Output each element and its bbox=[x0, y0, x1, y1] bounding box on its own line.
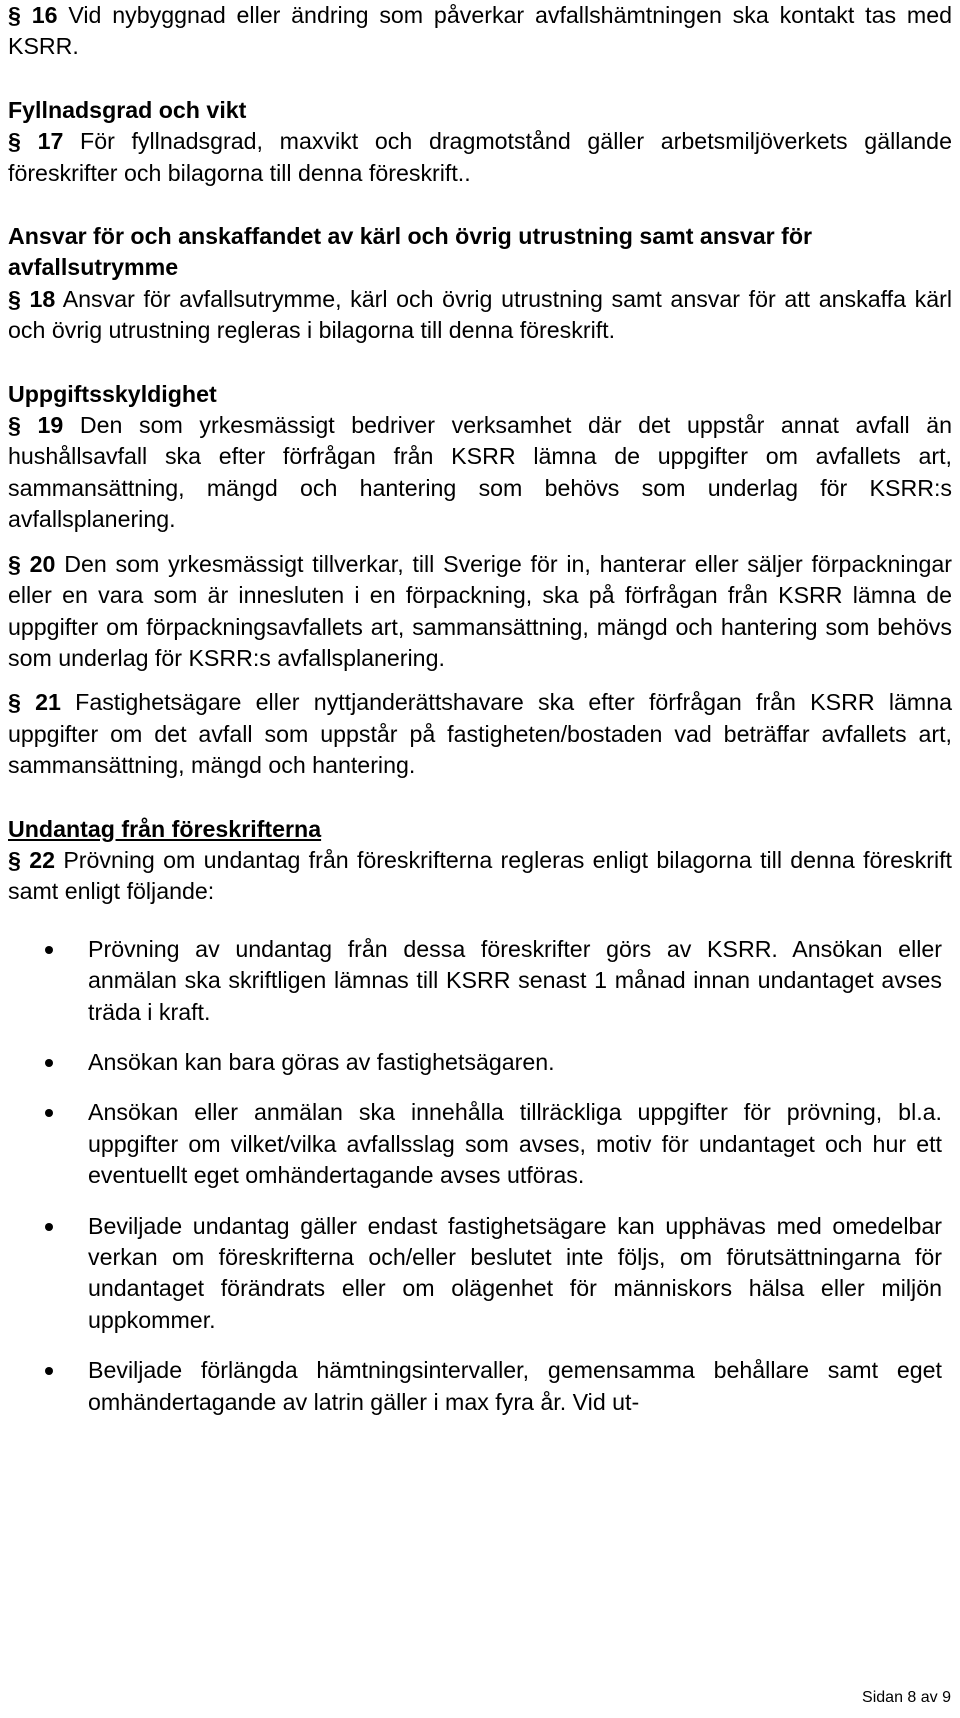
list-item-text: Prövning av undantag från dessa föreskrifter görs av KSRR. Ansökan eller anmälan ska skriftligen lämnas till KSRR senast 1 månad innan undantaget avses träda i kraft. bbox=[88, 935, 942, 1025]
section-number: § 19 bbox=[8, 412, 64, 439]
heading-fyllnadsgrad: Fyllnadsgrad och vikt bbox=[8, 96, 247, 123]
paragraph-text: Den som yrkesmässigt tillverkar, till Sverige för in, hanterar eller säljer förpackningar eller en vara som är innesluten i en förpackning, ska på förfrågan från KSRR lämna de uppgifter om förpackningsavfallets art, sammansättning, mängd och hantering som behövs som underlag för KSRR:s avfallsplanering. bbox=[8, 550, 952, 671]
list-item-text: Ansökan eller anmälan ska innehålla tillräckliga uppgifter för prövning, bl.a. uppgifter om vilket/vilka avfallsslag som avses, motiv för undantaget och hur ett eventuellt eget omhändertagande avses utföras. bbox=[88, 1099, 942, 1189]
page-number: Sidan 8 av 9 bbox=[862, 1689, 951, 1706]
list-item-text: Ansökan kan bara göras av fastighetsägaren. bbox=[88, 1048, 555, 1075]
list-item-text: Beviljade undantag gäller endast fastighetsägare kan upphävas med omedelbar verkan om föreskrifterna och/eller beslutet inte följs, om förutsättningarna för undantaget förändrats eller om olägenhet för människors hälsa eller miljön uppkommer. bbox=[88, 1212, 942, 1333]
paragraph-21 bbox=[8, 687, 952, 781]
bullet-icon bbox=[45, 946, 53, 954]
list-item-text: Beviljade förlängda hämtningsintervaller, gemensamma behållare samt eget omhändertagande av latrin gäller i max fyra år. Vid ut- bbox=[88, 1357, 942, 1415]
bullet-icon bbox=[45, 1223, 53, 1231]
paragraph-17 bbox=[8, 126, 952, 189]
list-item bbox=[8, 934, 952, 1028]
paragraph-text: Fastighetsägare eller nyttjanderättshavare ska efter förfrågan från KSRR lämna uppgifter om det avfall som uppstår på fastigheten/bostaden vad beträffar avfallets art, sammansättning, mängd och hantering. bbox=[8, 689, 952, 779]
paragraph-22 bbox=[8, 845, 952, 908]
list-item bbox=[8, 1097, 952, 1191]
section-number: § 18 bbox=[8, 285, 56, 312]
bullet-icon bbox=[45, 1367, 53, 1375]
heading-undantag: Undantag från föreskrifterna bbox=[8, 815, 322, 842]
list-item bbox=[8, 1211, 952, 1337]
heading-ansvar: Ansvar för och anskaffandet av kärl och övrig utrustning samt ansvar för avfallsutrymme bbox=[8, 223, 813, 281]
bullet-list bbox=[8, 934, 952, 1418]
paragraph-text: Ansvar för avfallsutrymme, kärl och övrig utrustning samt ansvar för att anskaffa kärl och övrig utrustning regleras i bilagorna till denna föreskrift. bbox=[8, 285, 952, 344]
paragraph-text: För fyllnadsgrad, maxvikt och dragmotstånd gäller arbetsmiljöverkets gällande föreskrifter och bilagorna till denna föreskrift.. bbox=[8, 128, 952, 186]
paragraph-20 bbox=[8, 549, 952, 675]
list-item bbox=[8, 1355, 952, 1418]
paragraph-18 bbox=[8, 284, 952, 347]
paragraph-text: Vid nybyggnad eller ändring som påverkar avfallshämtningen ska kontakt tas med KSRR. bbox=[8, 2, 953, 60]
list-item bbox=[8, 1047, 952, 1078]
paragraph-text: Prövning om undantag från föreskrifterna regleras enligt bilagorna till denna föreskrift samt enligt följande: bbox=[8, 846, 952, 905]
heading-uppgiftsskyldighet: Uppgiftsskyldighet bbox=[8, 380, 217, 407]
section-number: § 21 bbox=[8, 689, 61, 716]
section-number: § 16 bbox=[8, 2, 58, 28]
section-number: § 22 bbox=[8, 846, 55, 873]
paragraph-19 bbox=[8, 410, 952, 536]
bullet-icon bbox=[45, 1059, 53, 1067]
paragraph-16 bbox=[8, 0, 952, 63]
section-number: § 20 bbox=[8, 550, 56, 577]
section-number: § 17 bbox=[8, 128, 64, 155]
paragraph-text: Den som yrkesmässigt bedriver verksamhet där det uppstår annat avfall än hushållsavfall ska efter förfrågan från KSRR lämna de uppgifter om avfallets art, sammansättning, mängd och hantering som behövs som underlag för KSRR:s avfallsplanering. bbox=[8, 412, 952, 533]
bullet-icon bbox=[45, 1109, 53, 1117]
